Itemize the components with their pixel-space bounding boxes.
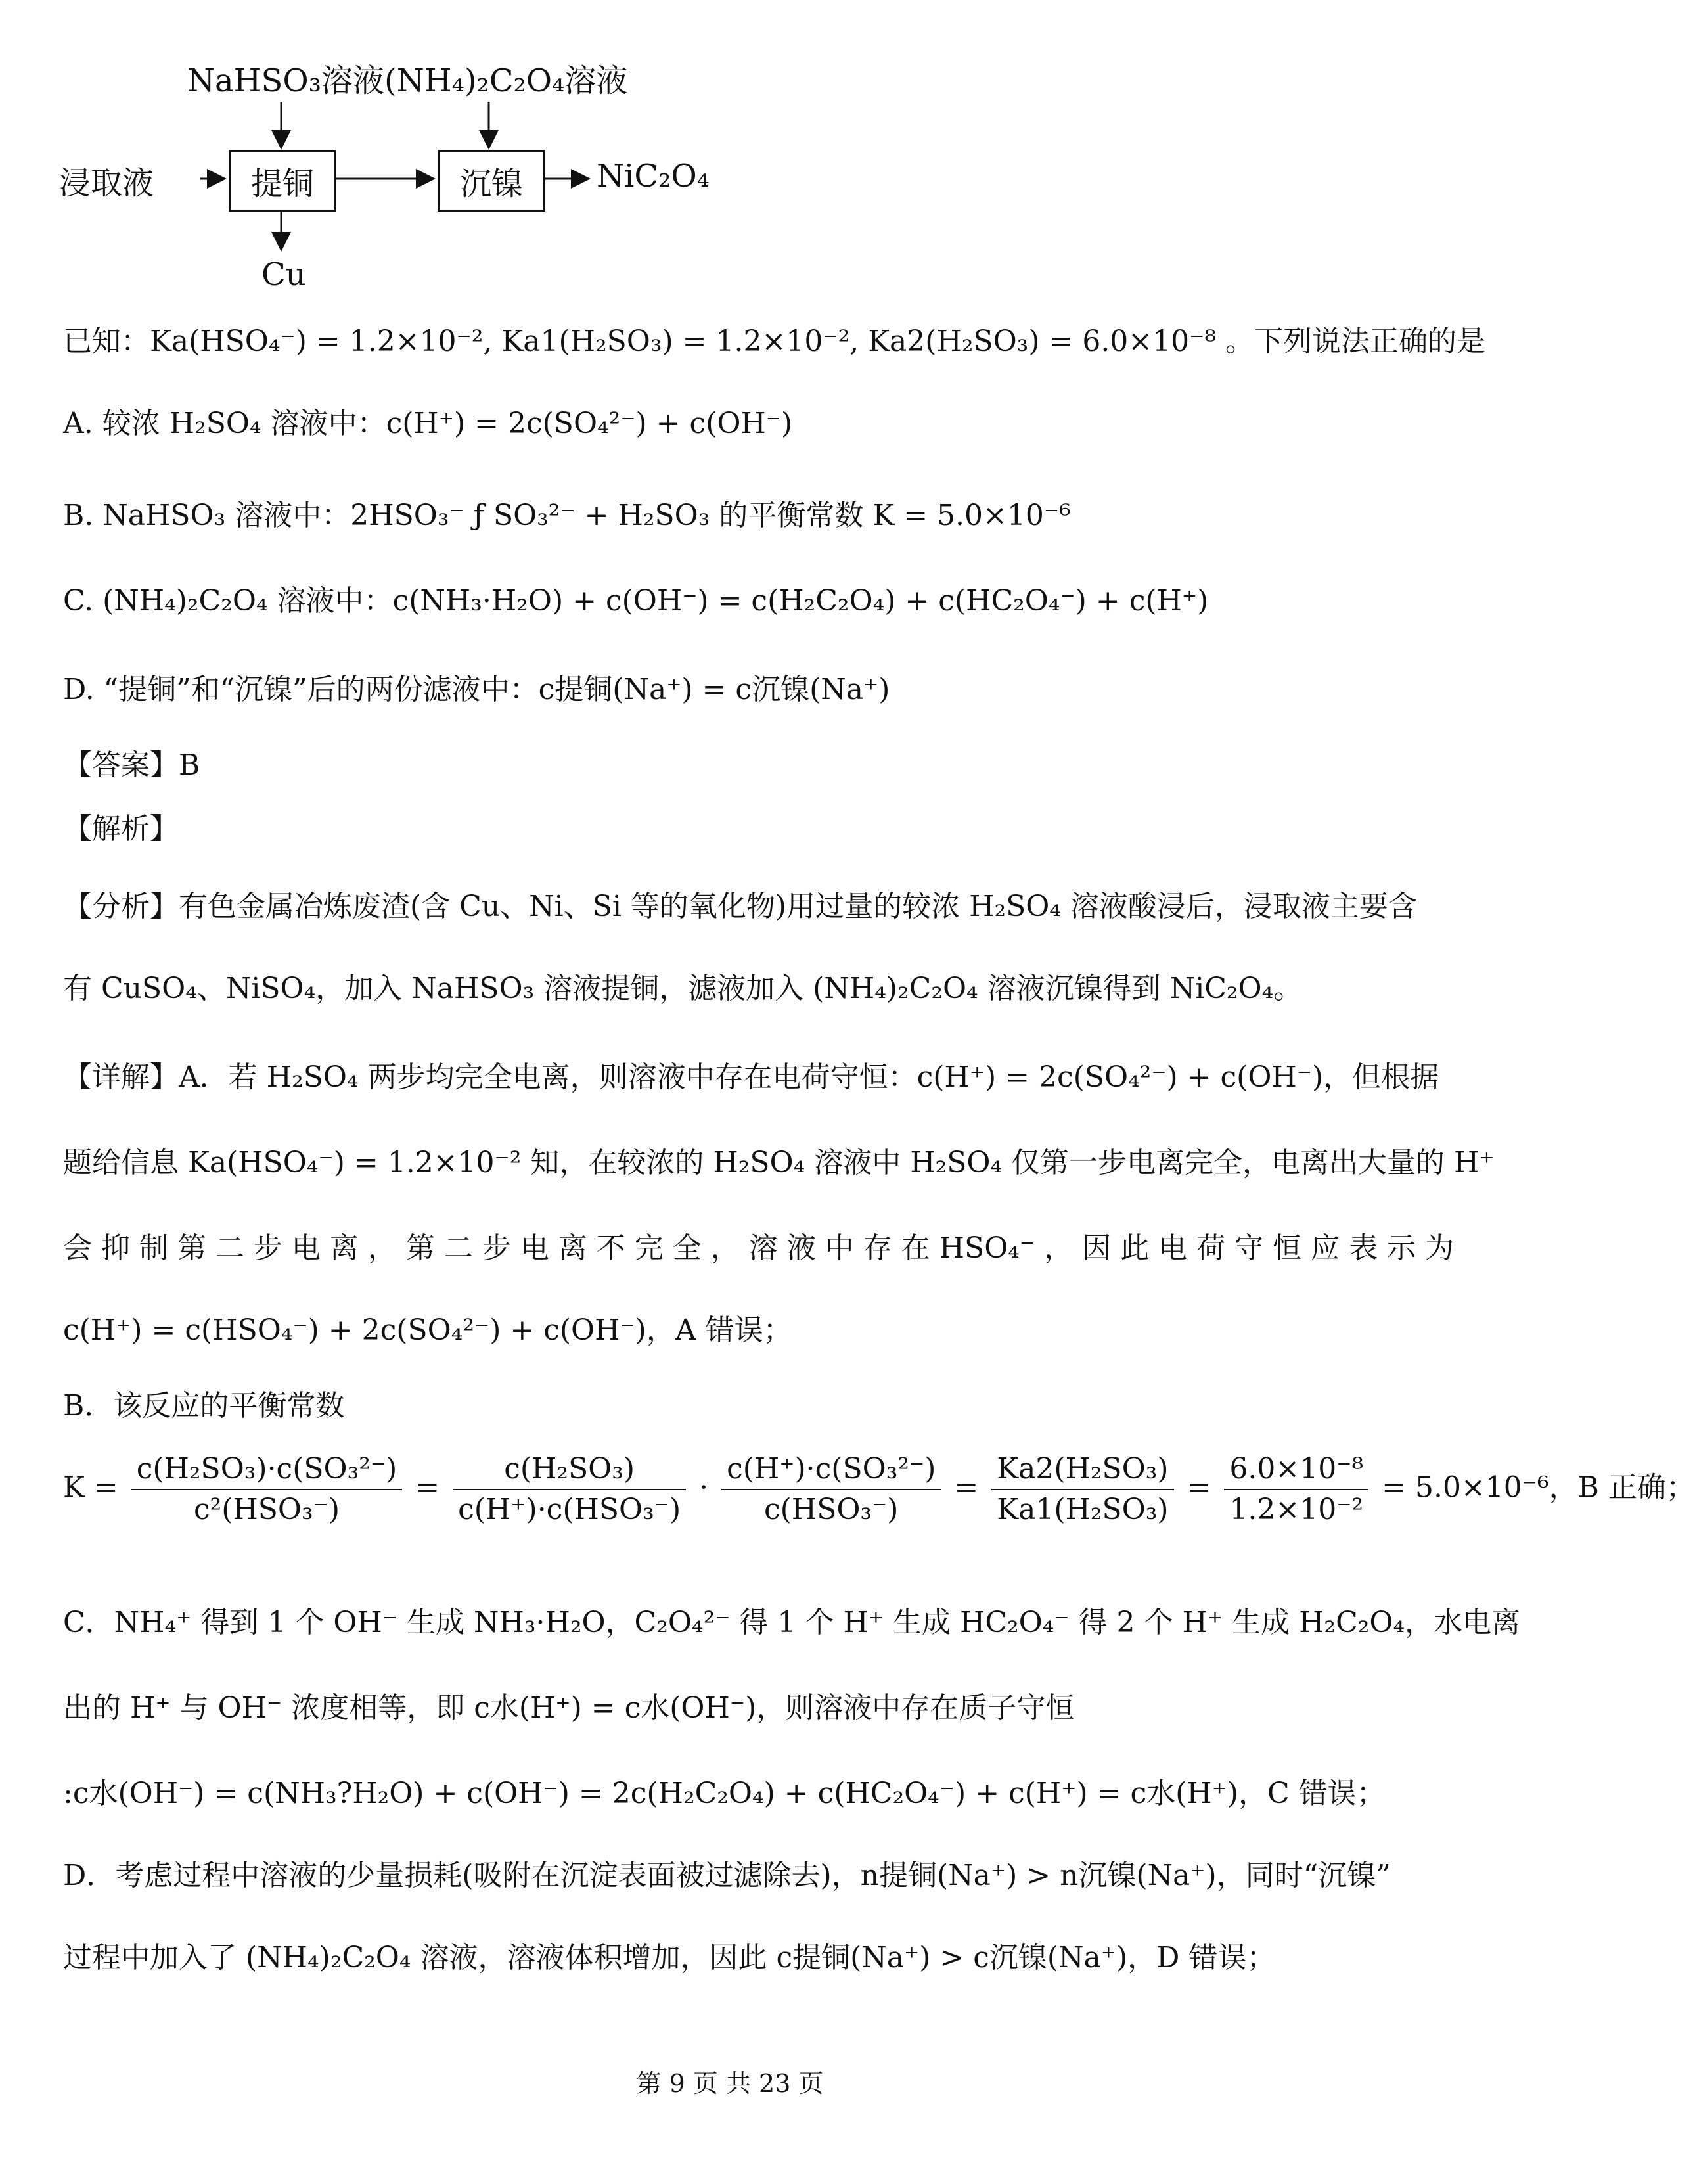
k-symbol: K =	[63, 1470, 118, 1505]
fraction-5-numerator: 6.0×10⁻⁸	[1224, 1452, 1368, 1490]
equilibrium-constant-equation	[63, 1452, 1695, 1527]
fraction-4	[991, 1452, 1173, 1527]
fraction-1-denominator: c²(HSO₃⁻)	[193, 1493, 340, 1526]
analysis-title: 【解析】	[63, 812, 179, 846]
analysis-para1-line2: 有 CuSO₄、NiSO₄，加入 NaHSO₃ 溶液提铜，滤液加入 (NH₄)₂C₂O₄ 溶液沉镍得到 NiC₂O₄。	[63, 972, 1303, 1005]
page-footer: 第 9 页 共 23 页	[636, 2069, 824, 2098]
process-flow-diagram	[59, 39, 782, 302]
detail-c-line1: C．NH₄⁺ 得到 1 个 OH⁻ 生成 NH₃·H₂O，C₂O₄²⁻ 得 1 个 H⁺ 生成 HC₂O₄⁻ 得 2 个 H⁺ 生成 H₂C₂O₄，水电离	[63, 1606, 1521, 1639]
copper-extraction-box: 提铜	[229, 150, 336, 212]
product-nic2o4-label: NiC₂O₄	[597, 158, 710, 194]
detail-c-line2: 出的 H⁺ 与 OH⁻ 浓度相等，即 c水(H⁺) = c水(OH⁻)，则溶液中存在质子守恒	[63, 1691, 1075, 1725]
option-d: D. “提铜”和“沉镍”后的两份滤液中：c提铜(Na⁺) = c沉镍(Na⁺)	[63, 673, 890, 706]
fraction-1-numerator: c(H₂SO₃)·c(SO₃²⁻)	[131, 1452, 403, 1490]
reagent-oxalate-label: (NH₄)₂C₂O₄溶液	[384, 62, 628, 99]
detail-a-line2: 题给信息 Ka(HSO₄⁻) = 1.2×10⁻² 知，在较浓的 H₂SO₄ 溶液中 H₂SO₄ 仅第一步电离完全，电离出大量的 H⁺	[63, 1146, 1495, 1179]
fraction-4-numerator: Ka2(H₂SO₃)	[991, 1452, 1173, 1490]
equals-sign-2: =	[954, 1470, 979, 1505]
fraction-5	[1224, 1452, 1368, 1527]
reagent-nahso3-label: NaHSO₃溶液	[187, 62, 384, 99]
nickel-precipitation-box: 沉镍	[438, 150, 545, 212]
leach-liquor-label: 浸取液	[59, 165, 154, 202]
detail-a-line3: 会 抑 制 第 二 步 电 离 ， 第 二 步 电 离 不 完 全 ， 溶 液 中 存 在 HSO₄⁻ ， 因 此 电 荷 守 恒 应 表 示 为	[63, 1231, 1454, 1265]
detail-a-line1: 【详解】A．若 H₂SO₄ 两步均完全电离，则溶液中存在电荷守恒：c(H⁺) = 2c(SO₄²⁻) + c(OH⁻)，但根据	[63, 1060, 1439, 1094]
fraction-2-numerator: c(H₂SO₃)	[453, 1452, 686, 1490]
detail-c-line3: :c水(OH⁻) = c(NH₃?H₂O) + c(OH⁻) = 2c(H₂C₂O₄) + c(HC₂O₄⁻) + c(H⁺) = c水(H⁺)，C 错误；	[63, 1777, 1386, 1810]
multiply-dot: ·	[699, 1470, 709, 1505]
equation-result: = 5.0×10⁻⁶，B 正确；	[1382, 1470, 1695, 1505]
option-a: A. 较浓 H₂SO₄ 溶液中：c(H⁺) = 2c(SO₄²⁻) + c(OH⁻)	[63, 407, 793, 440]
fraction-3	[721, 1452, 941, 1527]
fraction-3-numerator: c(H⁺)·c(SO₃²⁻)	[721, 1452, 941, 1490]
detail-d-line1: D．考虑过程中溶液的少量损耗(吸附在沉淀表面被过滤除去)，n提铜(Na⁺) > n沉镍(Na⁺)，同时“沉镍”	[63, 1859, 1391, 1892]
option-c: C. (NH₄)₂C₂O₄ 溶液中：c(NH₃·H₂O) + c(OH⁻) = c(H₂C₂O₄) + c(HC₂O₄⁻) + c(H⁺)	[63, 584, 1209, 618]
fraction-2	[453, 1452, 686, 1527]
option-b: B. NaHSO₃ 溶液中：2HSO₃⁻ ƒ SO₃²⁻ + H₂SO₃ 的平衡常数 K = 5.0×10⁻⁶	[63, 499, 1071, 532]
analysis-para1-line1: 【分析】有色金属冶炼废渣(含 Cu、Ni、Si 等的氧化物)用过量的较浓 H₂SO₄ 溶液酸浸后，浸取液主要含	[63, 890, 1417, 923]
question-known-constants: 已知：Ka(HSO₄⁻) = 1.2×10⁻², Ka1(H₂SO₃) = 1.2×10⁻², Ka2(H₂SO₃) = 6.0×10⁻⁸ 。下列说法正确的是	[63, 325, 1486, 358]
detail-b-line1: B．该反应的平衡常数	[63, 1389, 345, 1422]
detail-d-line2: 过程中加入了 (NH₄)₂C₂O₄ 溶液，溶液体积增加，因此 c提铜(Na⁺) > c沉镍(Na⁺)，D 错误；	[63, 1941, 1276, 1974]
fraction-1	[131, 1452, 403, 1527]
detail-a-line4: c(H⁺) = c(HSO₄⁻) + 2c(SO₄²⁻) + c(OH⁻)，A 错误；	[63, 1313, 792, 1347]
byproduct-cu-label: Cu	[261, 256, 306, 293]
fraction-2-denominator: c(H⁺)·c(HSO₃⁻)	[458, 1493, 681, 1526]
fraction-3-denominator: c(HSO₃⁻)	[764, 1493, 899, 1526]
equals-sign-1: =	[415, 1470, 440, 1505]
fraction-4-denominator: Ka1(H₂SO₃)	[997, 1493, 1169, 1526]
fraction-5-denominator: 1.2×10⁻²	[1229, 1493, 1364, 1526]
equals-sign-3: =	[1186, 1470, 1211, 1505]
answer-line: 【答案】B	[63, 748, 200, 782]
